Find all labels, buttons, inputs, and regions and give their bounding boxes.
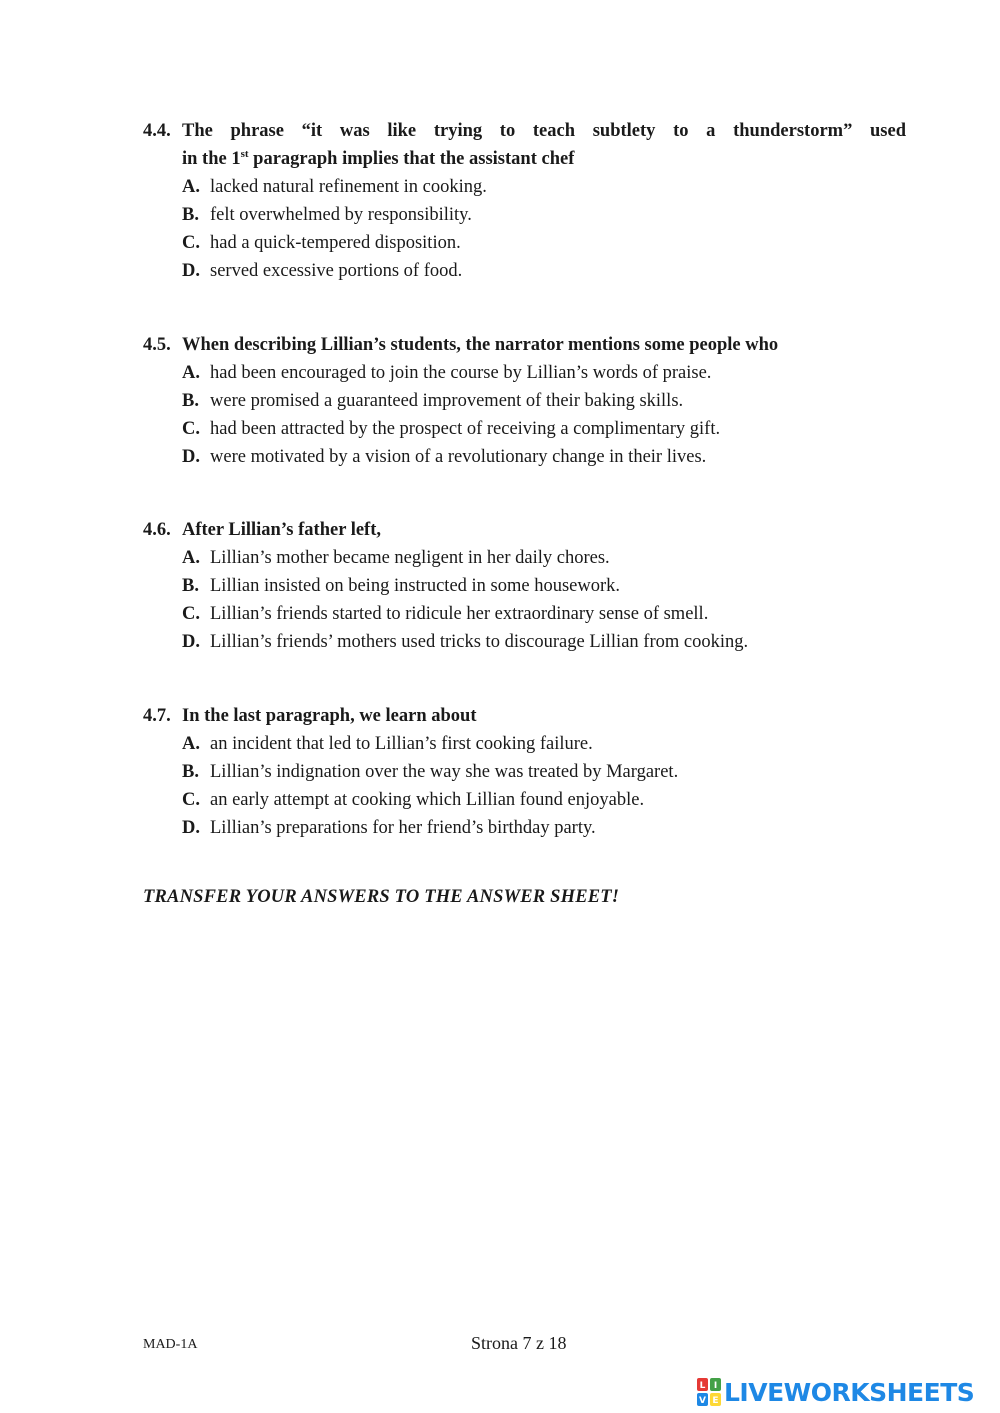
option-a[interactable] — [182, 544, 906, 572]
option-b[interactable] — [182, 201, 906, 229]
question-text-part: paragraph implies that the assistant chef — [248, 149, 575, 169]
option-text: lacked natural refinement in cooking. — [210, 177, 487, 197]
option-b[interactable] — [182, 387, 906, 415]
page-number: Strona 7 z 18 — [471, 1333, 567, 1353]
option-letter: B. — [182, 576, 199, 596]
question-stem — [143, 331, 906, 359]
option-letter: C. — [182, 233, 200, 253]
option-letter: B. — [182, 762, 199, 782]
question-number: 4.7. — [143, 706, 171, 726]
option-letter: A. — [182, 177, 200, 197]
option-text: an incident that led to Lillian’s first cooking failure. — [210, 734, 593, 754]
option-letter: A. — [182, 363, 200, 383]
question-stem — [143, 516, 906, 544]
question-text-part: in the 1 — [182, 149, 241, 169]
option-c[interactable] — [182, 600, 906, 628]
option-letter: B. — [182, 391, 199, 411]
option-letter: D. — [182, 632, 200, 652]
option-text: Lillian’s friends’ mothers used tricks to discourage Lillian from cooking. — [210, 632, 749, 652]
option-letter: C. — [182, 419, 200, 439]
option-letter: D. — [182, 818, 200, 838]
option-text: had a quick-tempered disposition. — [210, 233, 461, 253]
option-text: had been encouraged to join the course by Lillian’s words of praise. — [210, 363, 712, 383]
logo-letter-e: E — [712, 1396, 719, 1406]
question-text: In the last paragraph, we learn about — [182, 706, 477, 726]
logo-letter-i: I — [713, 1381, 718, 1391]
question-text-line-2 — [182, 145, 906, 173]
option-text: served excessive portions of food. — [210, 261, 463, 281]
question-text — [182, 117, 906, 173]
answer-options — [182, 730, 906, 842]
option-letter: C. — [182, 790, 200, 810]
question-4-5 — [143, 331, 906, 471]
ordinal-superscript: st — [240, 147, 249, 160]
option-c[interactable] — [182, 229, 906, 257]
option-letter: D. — [182, 261, 200, 281]
option-text: Lillian’s preparations for her friend’s birthday party. — [210, 818, 596, 838]
question-text: After Lillian’s father left, — [182, 520, 382, 540]
option-c[interactable] — [182, 415, 906, 443]
answer-options — [182, 359, 906, 471]
exam-code: MAD-1A — [143, 1337, 198, 1352]
logo-letter-v: V — [699, 1396, 706, 1406]
option-text: felt overwhelmed by responsibility. — [210, 205, 472, 225]
question-number: 4.4. — [143, 121, 171, 141]
question-stem — [143, 702, 906, 730]
option-text: had been attracted by the prospect of receiving a complimentary gift. — [210, 419, 721, 439]
option-text: an early attempt at cooking which Lillian found enjoyable. — [210, 790, 645, 810]
question-4-7 — [143, 702, 906, 842]
option-d[interactable] — [182, 814, 906, 842]
option-b[interactable] — [182, 572, 906, 600]
option-a[interactable] — [182, 730, 906, 758]
question-stem — [143, 117, 906, 173]
transfer-instruction: TRANSFER YOUR ANSWERS TO THE ANSWER SHEET! — [143, 887, 620, 907]
question-4-6 — [143, 516, 906, 656]
question-text: When describing Lillian’s students, the narrator mentions some people who — [182, 335, 779, 355]
option-a[interactable] — [182, 173, 906, 201]
question-number: 4.6. — [143, 520, 171, 540]
option-text: Lillian’s mother became negligent in her daily chores. — [210, 548, 610, 568]
answer-options — [182, 173, 906, 285]
option-d[interactable] — [182, 628, 906, 656]
liveworksheets-logo-icon — [697, 1378, 721, 1406]
option-text: Lillian’s indignation over the way she was treated by Margaret. — [210, 762, 679, 782]
option-text: Lillian’s friends started to ridicule her extraordinary sense of smell. — [210, 604, 709, 624]
option-letter: B. — [182, 205, 199, 225]
option-b[interactable] — [182, 758, 906, 786]
question-text-line-1: The phrase “it was like trying to teach subtlety to a thunderstorm” used — [182, 121, 906, 141]
option-text: were motivated by a vision of a revolutionary change in their lives. — [210, 447, 707, 467]
liveworksheets-brand[interactable] — [697, 1377, 974, 1407]
answer-options — [182, 544, 906, 656]
option-c[interactable] — [182, 786, 906, 814]
option-letter: C. — [182, 604, 200, 624]
question-4-4 — [143, 117, 906, 285]
option-d[interactable] — [182, 443, 906, 471]
option-a[interactable] — [182, 359, 906, 387]
logo-letter-l: L — [699, 1381, 706, 1391]
option-text: were promised a guaranteed improvement of their baking skills. — [210, 391, 684, 411]
option-d[interactable] — [182, 257, 906, 285]
option-text: Lillian insisted on being instructed in some housework. — [210, 576, 621, 596]
option-letter: A. — [182, 548, 200, 568]
option-letter: A. — [182, 734, 200, 754]
option-letter: D. — [182, 447, 200, 467]
brand-name: LIVEWORKSHEETS — [724, 1377, 975, 1407]
question-number: 4.5. — [143, 335, 171, 355]
